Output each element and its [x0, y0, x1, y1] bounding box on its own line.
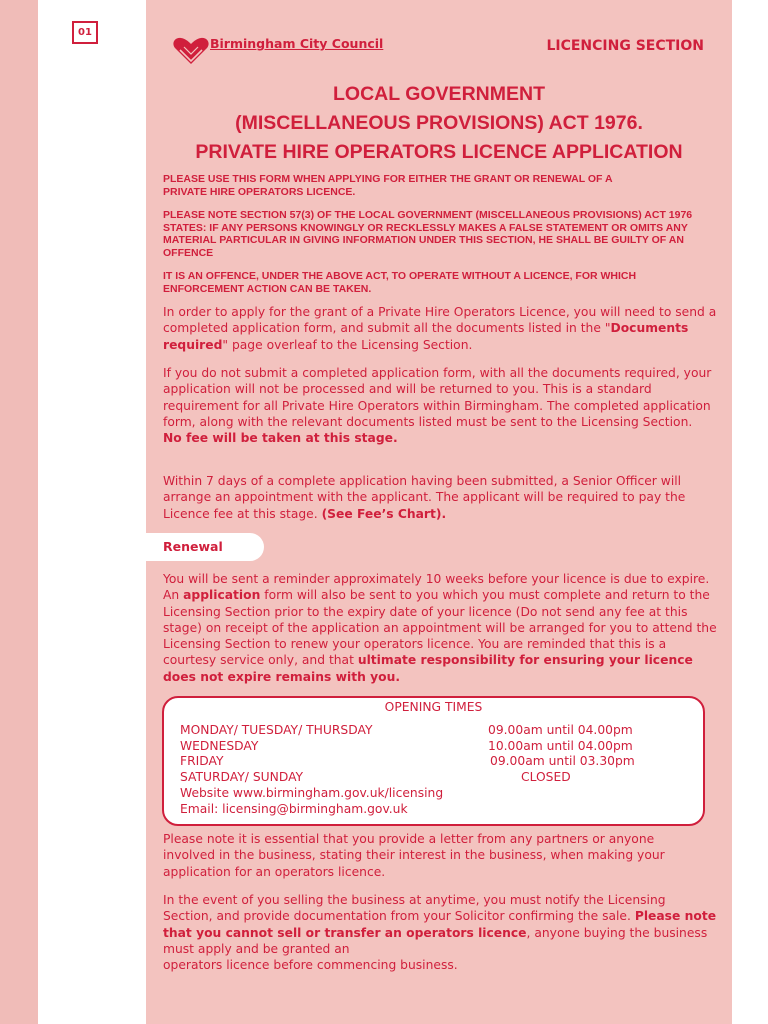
title-line-1: LOCAL GOVERNMENT: [333, 83, 545, 105]
notice-offence: IT IS AN OFFENCE, UNDER THE ABOVE ACT, TO OPERATE WITHOUT A LICENCE, FOR WHICH ENFORCEMENT ACTION CAN BE TAKEN.: [163, 270, 637, 295]
partners-text: Please note it is essential that you provide a letter from any partners or anyone involved in the business, stating their interest in the business, when making your application for an operators licence.: [163, 832, 665, 879]
hours-row: [180, 770, 693, 786]
appointment-text: Within 7 days of a complete application having been submitted, a Senior Officer will arrange an appointment with the applicant. The applicant will be required to pay the Licence fee at this stage.: [163, 474, 686, 521]
intro-text: In order to apply for the grant of a Private Hire Operators Licence, you will need to send a completed application form, and submit all the documents listed in the ": [163, 305, 717, 336]
right-margin: [732, 0, 768, 1024]
hours-days: SATURDAY/ SUNDAY: [180, 770, 304, 784]
hours-time: 10.00am until 04.00pm: [488, 739, 633, 753]
responsibility-text: ultimate responsibility for ensuring your licence does not expire remains with you.: [163, 653, 693, 684]
documents-required-text: Documents required: [163, 321, 689, 352]
renewal-text-mid: form will also be sent to you which you must complete and return to the Licensing Section prior to the expiry date of your licence (Do not send any fee at this stage) on receipt of the application an appointment will be arranged for you to attend the Licensing Section to renew your operators licence. You are reminded that this is a courtesy service only, and that: [163, 588, 717, 668]
heart-logo-icon: [172, 36, 210, 66]
opening-times-box: [162, 696, 705, 826]
partners-paragraph: [163, 831, 703, 880]
sale-text: In the event of you selling the business at anytime, you must notify the Licensing Section, and provide documentation from your Solicitor confirming the sale.: [163, 893, 666, 924]
page-number: 01: [72, 21, 98, 44]
hours-row: [180, 723, 693, 739]
notice-grant-renewal: PLEASE USE THIS FORM WHEN APPLYING FOR EITHER THE GRANT OR RENEWAL OF A PRIVATE HIRE OPERATORS LICENCE.: [163, 173, 613, 198]
notice-section-57: PLEASE NOTE SECTION 57(3) OF THE LOCAL GOVERNMENT (MISCELLANEOUS PROVISIONS) ACT 1976 STATES: IF ANY PERSONS KNOWINGLY OR RECKLESSLY MAKES A FALSE STATEMENT OR OMITS ANY MATERIAL PARTICULAR IN GIVING INFORMATION UNDER THIS SECTION, HE SHALL BE GUILTY OF AN OFFENCE: [163, 209, 693, 259]
renewal-heading-tab: [146, 533, 264, 561]
hours-row: [180, 754, 693, 770]
hours-days: FRIDAY: [180, 754, 224, 768]
renewal-text: You will be sent a reminder approximately 10 weeks before your licence is due to expire. An: [163, 572, 710, 603]
sale-paragraph: [163, 892, 719, 973]
application-word: application: [183, 588, 261, 603]
email-line[interactable]: Email: licensing@birmingham.gov.uk: [180, 802, 408, 816]
hours-time: 09.00am until 04.00pm: [488, 723, 633, 737]
intro-paragraph-3: [163, 473, 719, 522]
sale-text-final: operators licence before commencing business.: [163, 958, 458, 973]
opening-times-title: OPENING TIMES: [384, 700, 483, 714]
hours-days: MONDAY/ TUESDAY/ THURSDAY: [180, 723, 373, 737]
logo-text: Birmingham City Council: [210, 36, 384, 51]
sale-text-end: , anyone buying the business must apply and be granted an: [163, 925, 708, 956]
hours-row: [180, 739, 693, 755]
title-line-2: (MISCELLANEOUS PROVISIONS) ACT 1976.: [235, 112, 643, 134]
website-line[interactable]: Website www.birmingham.gov.uk/licensing: [180, 786, 444, 800]
title-line-3: PRIVATE HIRE OPERATORS LICENCE APPLICATION: [195, 141, 683, 163]
section-label: LICENCING SECTION: [546, 38, 704, 54]
renewal-paragraph: [163, 571, 719, 685]
intro-paragraph-1: [163, 304, 719, 353]
renewal-heading: Renewal: [163, 539, 223, 554]
white-gutter: [38, 0, 146, 1024]
page-title: [146, 80, 732, 167]
requirements-text: If you do not submit a completed application form, with all the documents required, your application will not be processed and will be returned to you. This is a standard requirement for all Private Hire Operators within Birmingham. The completed application form, along with the relevant documents listed must be sent to the Licensing Section.: [163, 366, 712, 429]
hours-time: 09.00am until 03.30pm: [490, 754, 635, 768]
hours-days: WEDNESDAY: [180, 739, 259, 753]
fees-chart-text: (See Fee’s Chart).: [321, 506, 447, 521]
intro-paragraph-2: [163, 365, 719, 446]
no-fee-text: No fee will be taken at this stage.: [163, 431, 398, 446]
hours-time: CLOSED: [521, 770, 571, 784]
intro-text-end: " page overleaf to the Licensing Section.: [222, 337, 473, 352]
left-margin: [0, 0, 38, 1024]
no-transfer-text: Please note that you cannot sell or transfer an operators licence: [163, 909, 717, 940]
